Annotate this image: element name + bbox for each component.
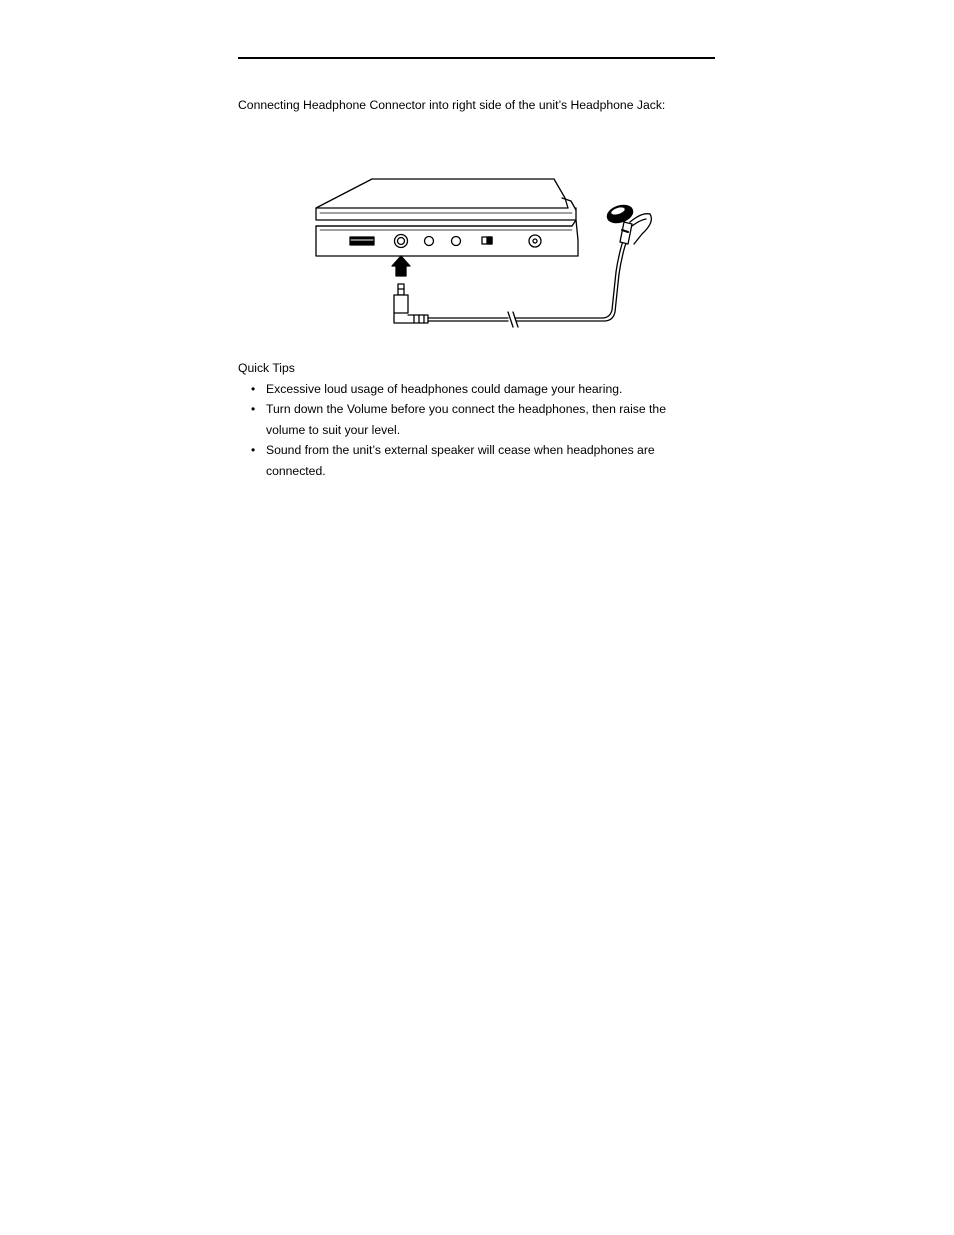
earbud-icon: [605, 202, 651, 244]
intro-text: Connecting Headphone Connector into right side of the unit’s Headphone Jack:: [238, 98, 666, 112]
bullet-icon: •: [251, 443, 256, 458]
quick-tips-list: [238, 379, 688, 481]
tip-text: Turn down the Volume before you connect the headphones, then raise the volume to suit your level.: [266, 402, 666, 437]
header-rule: [238, 57, 715, 59]
bullet-icon: •: [251, 402, 256, 417]
headphone-connection-illustration: [310, 172, 660, 328]
headphone-plug-icon: [394, 284, 428, 323]
player-lid: [316, 179, 576, 220]
list-item: [238, 399, 688, 440]
player-front-panel: [316, 220, 578, 256]
tip-text: Excessive loud usage of headphones could damage your hearing.: [266, 382, 623, 396]
list-item: [238, 379, 688, 399]
bullet-icon: •: [251, 382, 256, 396]
tip-text: Sound from the unit’s external speaker will cease when headphones are connected.: [266, 443, 655, 478]
insert-arrow-icon: [392, 256, 410, 276]
quick-tips-heading: Quick Tips: [238, 361, 295, 375]
slot-icon: [350, 237, 374, 245]
list-item: [238, 440, 688, 481]
